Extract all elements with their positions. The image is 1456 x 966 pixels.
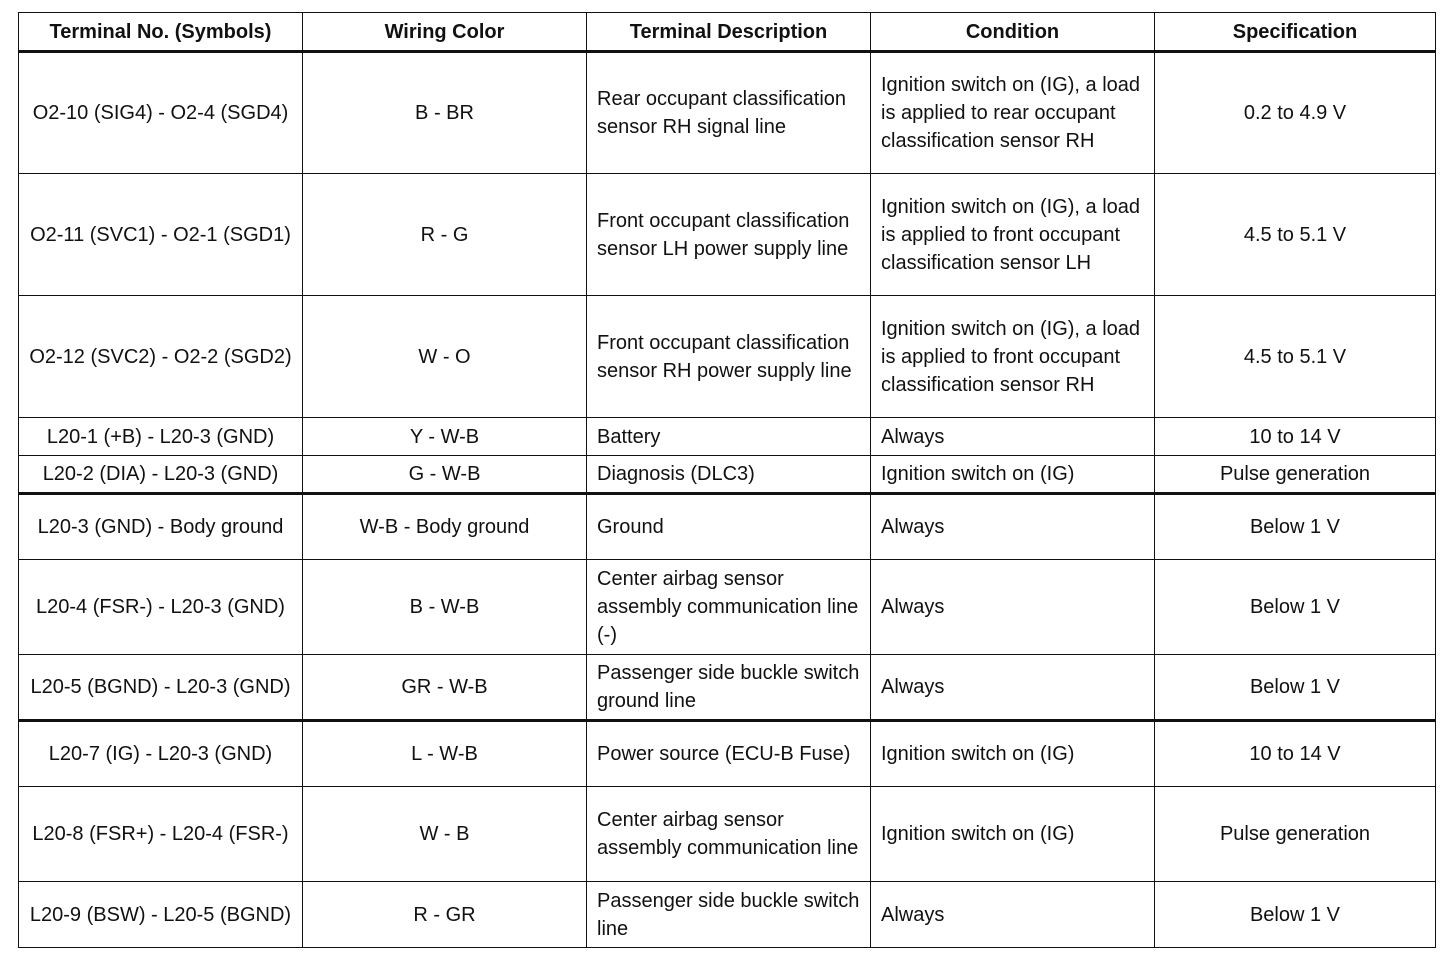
condition-cell: Ignition switch on (IG) [871, 721, 1155, 787]
specification-cell: 10 to 14 V [1155, 418, 1436, 456]
terminal-cell: L20-3 (GND) - Body ground [19, 494, 303, 560]
terminal-cell: O2-10 (SIG4) - O2-4 (SGD4) [19, 52, 303, 174]
table-row [19, 418, 1436, 456]
condition-cell: Ignition switch on (IG), a load is applied to front occupant classification sensor LH [871, 174, 1155, 296]
specification-cell: 4.5 to 5.1 V [1155, 174, 1436, 296]
header-specification: Specification [1155, 13, 1436, 52]
specification-cell: Below 1 V [1155, 494, 1436, 560]
description-cell: Front occupant classification sensor RH power supply line [587, 296, 871, 418]
terminal-cell: L20-7 (IG) - L20-3 (GND) [19, 721, 303, 787]
header-terminal-description: Terminal Description [587, 13, 871, 52]
description-cell: Rear occupant classification sensor RH signal line [587, 52, 871, 174]
wiring-color-cell: GR - W-B [303, 655, 587, 721]
terminal-cell: L20-1 (+B) - L20-3 (GND) [19, 418, 303, 456]
terminal-cell: L20-8 (FSR+) - L20-4 (FSR-) [19, 787, 303, 882]
terminal-cell: L20-4 (FSR-) - L20-3 (GND) [19, 560, 303, 655]
table-row [19, 52, 1436, 174]
wiring-color-cell: R - GR [303, 882, 587, 948]
condition-cell: Always [871, 494, 1155, 560]
specification-cell: Pulse generation [1155, 787, 1436, 882]
description-cell: Ground [587, 494, 871, 560]
description-cell: Passenger side buckle switch ground line [587, 655, 871, 721]
condition-cell: Always [871, 882, 1155, 948]
description-cell: Battery [587, 418, 871, 456]
description-cell: Front occupant classification sensor LH power supply line [587, 174, 871, 296]
specification-cell: Pulse generation [1155, 456, 1436, 494]
table-row [19, 296, 1436, 418]
table-row [19, 494, 1436, 560]
specification-cell: Below 1 V [1155, 560, 1436, 655]
description-cell: Diagnosis (DLC3) [587, 456, 871, 494]
wiring-color-cell: W - O [303, 296, 587, 418]
description-cell: Center airbag sensor assembly communication line [587, 787, 871, 882]
terminal-cell: O2-12 (SVC2) - O2-2 (SGD2) [19, 296, 303, 418]
terminal-cell: O2-11 (SVC1) - O2-1 (SGD1) [19, 174, 303, 296]
description-cell: Power source (ECU-B Fuse) [587, 721, 871, 787]
table-row [19, 721, 1436, 787]
wiring-color-cell: W - B [303, 787, 587, 882]
specification-cell: 0.2 to 4.9 V [1155, 52, 1436, 174]
header-terminal: Terminal No. (Symbols) [19, 13, 303, 52]
wiring-color-cell: G - W-B [303, 456, 587, 494]
wiring-color-cell: W-B - Body ground [303, 494, 587, 560]
condition-cell: Ignition switch on (IG), a load is applied to front occupant classification sensor RH [871, 296, 1155, 418]
description-cell: Passenger side buckle switch line [587, 882, 871, 948]
header-wiring-color: Wiring Color [303, 13, 587, 52]
terminal-spec-table [18, 12, 1436, 948]
terminal-cell: L20-9 (BSW) - L20-5 (BGND) [19, 882, 303, 948]
specification-cell: Below 1 V [1155, 655, 1436, 721]
table-row [19, 787, 1436, 882]
wiring-color-cell: B - W-B [303, 560, 587, 655]
table-row [19, 174, 1436, 296]
condition-cell: Ignition switch on (IG) [871, 456, 1155, 494]
terminal-cell: L20-5 (BGND) - L20-3 (GND) [19, 655, 303, 721]
specification-cell: 10 to 14 V [1155, 721, 1436, 787]
header-condition: Condition [871, 13, 1155, 52]
wiring-color-cell: B - BR [303, 52, 587, 174]
condition-cell: Always [871, 560, 1155, 655]
header-row [19, 13, 1436, 52]
wiring-color-cell: L - W-B [303, 721, 587, 787]
condition-cell: Ignition switch on (IG), a load is applied to rear occupant classification sensor RH [871, 52, 1155, 174]
description-cell: Center airbag sensor assembly communication line (-) [587, 560, 871, 655]
table-header [19, 13, 1436, 52]
table-row [19, 456, 1436, 494]
table-row [19, 560, 1436, 655]
table-body [19, 52, 1436, 948]
wiring-color-cell: Y - W-B [303, 418, 587, 456]
condition-cell: Always [871, 655, 1155, 721]
condition-cell: Ignition switch on (IG) [871, 787, 1155, 882]
specification-cell: Below 1 V [1155, 882, 1436, 948]
table-row [19, 882, 1436, 948]
wiring-color-cell: R - G [303, 174, 587, 296]
terminal-cell: L20-2 (DIA) - L20-3 (GND) [19, 456, 303, 494]
specification-cell: 4.5 to 5.1 V [1155, 296, 1436, 418]
table-row [19, 655, 1436, 721]
condition-cell: Always [871, 418, 1155, 456]
